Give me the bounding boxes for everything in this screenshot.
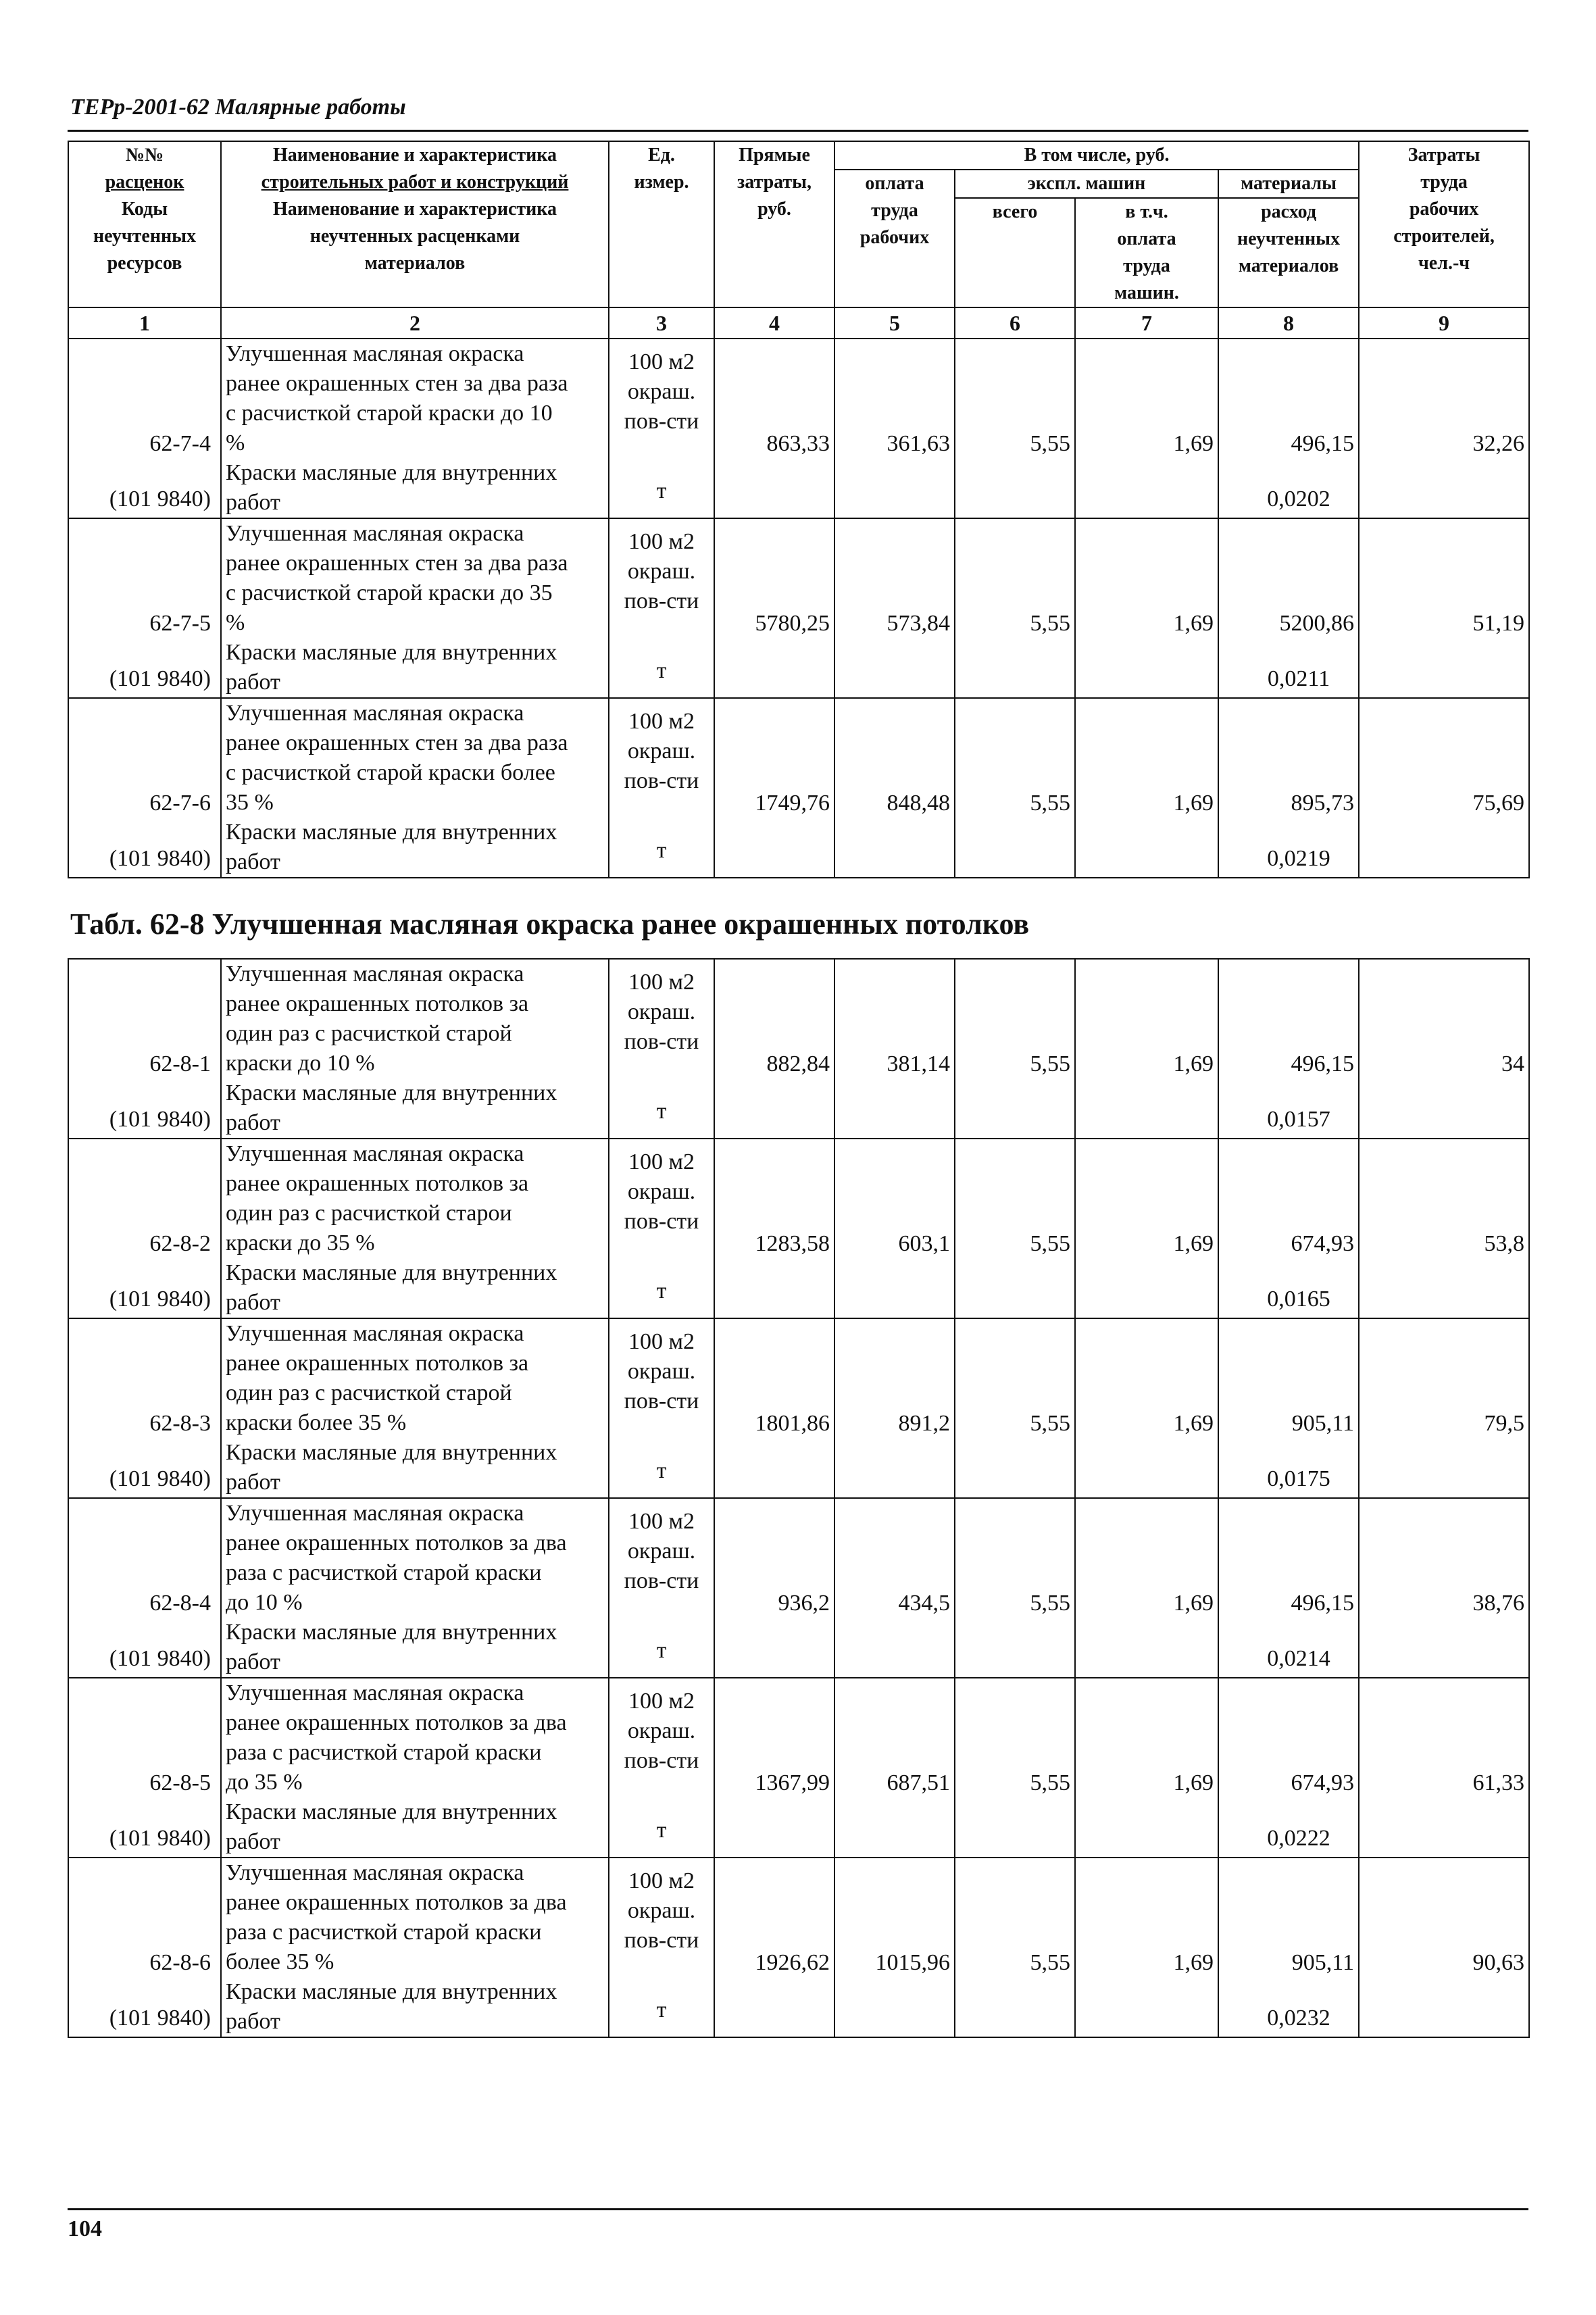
rate-code-cell: [68, 1318, 221, 1498]
rate-name-line: Улучшенная масляная окраска: [226, 1681, 524, 1706]
unit-line: пов-сти: [624, 589, 699, 614]
rate-name-line: Краски масляные для внутренних: [226, 820, 557, 845]
direct-cost: 936,2: [778, 1591, 830, 1616]
machines-pay-cell: [1075, 1678, 1218, 1858]
rate-name-line: краски более 35 %: [226, 1410, 407, 1435]
machines-total: 5,55: [1030, 431, 1070, 456]
worker-pay-cell: [834, 1858, 955, 2037]
materials-cost: 5200,86: [1279, 611, 1355, 636]
rate-name-line: ранее окрашенных стен за два раза: [226, 551, 568, 576]
unit-secondary: т: [656, 478, 667, 503]
machines-pay: 1,69: [1173, 1051, 1214, 1076]
machines-total: 5,55: [1030, 611, 1070, 636]
material-consumption: 0,0219: [1267, 846, 1330, 871]
rate-name-cell: [221, 1678, 609, 1858]
rate-name-line: Улучшенная масляная окраска: [226, 701, 524, 726]
machines-total-cell: [955, 1318, 1075, 1498]
rate-name-line: работ: [226, 2009, 280, 2034]
rate-name-line: Краски масляные для внутренних: [226, 1799, 557, 1824]
machines-pay-cell: [1075, 1858, 1218, 2037]
unit-secondary: т: [656, 1278, 667, 1303]
walls-rows: [68, 339, 1529, 878]
rate-code-cell: [68, 518, 221, 698]
rate-name-cell: [221, 1318, 609, 1498]
materials-cell: [1218, 959, 1359, 1139]
unit-secondary: т: [656, 1458, 667, 1483]
machines-total-cell: [955, 1139, 1075, 1318]
rate-code-cell: [68, 1139, 221, 1318]
table-row: [68, 1678, 1529, 1858]
rate-name-line: Краски масляные для внутренних: [226, 1080, 557, 1105]
footer-divider: [68, 2208, 1528, 2210]
materials-cost: 496,15: [1291, 1591, 1354, 1616]
header-divider: [68, 130, 1528, 132]
resource-code: (101 9840): [109, 2006, 211, 2031]
rates-table-walls: [68, 141, 1530, 878]
header-worker-pay-cell: оплата труда рабочих: [834, 170, 955, 307]
worker-pay: 434,5: [898, 1591, 950, 1616]
rate-name-line: с расчисткой старой краски до 10: [226, 401, 553, 426]
rate-name-line: Улучшенная масляная окраска: [226, 521, 524, 546]
worker-pay-cell: [834, 959, 955, 1139]
worker-pay-cell: [834, 339, 955, 518]
column-number: 1: [68, 307, 221, 339]
direct-cost-cell: [714, 959, 834, 1139]
worker-pay-cell: [834, 1139, 955, 1318]
direct-cost: 1801,86: [755, 1411, 830, 1436]
column-number: 2: [221, 307, 609, 339]
direct-cost-cell: [714, 1139, 834, 1318]
rate-name-line: работ: [226, 490, 280, 515]
machines-total-cell: [955, 1498, 1075, 1678]
materials-cost: 496,15: [1291, 1051, 1354, 1076]
resource-code: (101 9840): [109, 666, 211, 691]
unit-line: окраш.: [627, 379, 696, 404]
worker-pay-cell: [834, 1318, 955, 1498]
rate-name-cell: [221, 1858, 609, 2037]
column-number: 8: [1218, 307, 1359, 339]
direct-cost: 1749,76: [755, 791, 830, 816]
worker-pay: 1015,96: [875, 1950, 950, 1975]
unit-line: 100 м2: [628, 1689, 695, 1714]
document-header-title: ТЕРр-2001-62 Малярные работы: [70, 95, 406, 120]
rate-name-cell: [221, 1498, 609, 1678]
unit-line: 100 м2: [628, 1868, 695, 1893]
machines-pay-cell: [1075, 1498, 1218, 1678]
rate-name-line: раза с расчисткой старой краски: [226, 1920, 542, 1945]
header-consumption-cell: расход неучтенных материалов: [1218, 198, 1359, 307]
rate-name-line: Улучшенная масляная окраска: [226, 1141, 524, 1166]
table-row: [68, 1139, 1529, 1318]
worker-pay-cell: [834, 1678, 955, 1858]
materials-cell: [1218, 1139, 1359, 1318]
material-consumption: 0,0175: [1267, 1466, 1330, 1491]
unit-line: пов-сти: [624, 409, 699, 434]
rates-table-ceilings: [68, 958, 1530, 2038]
direct-cost-cell: [714, 1498, 834, 1678]
unit-line: пов-сти: [624, 1928, 699, 1953]
column-number: 6: [955, 307, 1075, 339]
column-numbers-row: [68, 307, 1529, 339]
header-code-cell: №№ расценок Коды неучтенных ресурсов: [68, 141, 221, 307]
materials-cell: [1218, 1498, 1359, 1678]
rate-code: 62-7-5: [149, 611, 211, 636]
rate-name-line: ранее окрашенных стен за два раза: [226, 371, 568, 396]
rate-name-line: один раз с расчисткой старой: [226, 1021, 512, 1046]
rate-name-line: с расчисткой старой краски более: [226, 760, 555, 785]
worker-pay-cell: [834, 518, 955, 698]
unit-line: пов-сти: [624, 1029, 699, 1054]
labor-cost: 53,8: [1484, 1231, 1524, 1256]
unit-secondary: т: [656, 1638, 667, 1663]
direct-cost: 863,33: [766, 431, 830, 456]
unit-line: пов-сти: [624, 768, 699, 793]
machines-pay-cell: [1075, 518, 1218, 698]
rate-code-cell: [68, 339, 221, 518]
machines-pay: 1,69: [1173, 1950, 1214, 1975]
worker-pay: 381,14: [887, 1051, 950, 1076]
materials-cost: 895,73: [1291, 791, 1355, 816]
rate-name-line: ранее окрашенных потолков за: [226, 1351, 529, 1376]
materials-cell: [1218, 698, 1359, 878]
machines-total-cell: [955, 698, 1075, 878]
labor-cell: [1359, 518, 1529, 698]
table-row: [68, 698, 1529, 878]
machines-pay: 1,69: [1173, 1231, 1214, 1256]
labor-cost: 32,26: [1472, 431, 1525, 456]
labor-cost: 51,19: [1472, 611, 1525, 636]
labor-cell: [1359, 1498, 1529, 1678]
worker-pay-cell: [834, 698, 955, 878]
resource-code: (101 9840): [109, 1646, 211, 1671]
machines-total: 5,55: [1030, 1591, 1070, 1616]
rate-code-cell: [68, 1858, 221, 2037]
unit-secondary: т: [656, 1099, 667, 1124]
header-unit-cell: Ед. измер.: [609, 141, 714, 307]
machines-total: 5,55: [1030, 1231, 1070, 1256]
rate-name-line: раза с расчисткой старой краски: [226, 1740, 542, 1765]
rate-name-line: %: [226, 430, 245, 455]
unit-secondary: т: [656, 838, 667, 863]
resource-code: (101 9840): [109, 1287, 211, 1312]
material-consumption: 0,0157: [1267, 1107, 1330, 1132]
unit-line: 100 м2: [628, 529, 695, 554]
column-number: 9: [1359, 307, 1529, 339]
materials-cell: [1218, 1678, 1359, 1858]
labor-cost: 75,69: [1472, 791, 1525, 816]
table-row: [68, 1498, 1529, 1678]
rate-name-line: Улучшенная масляная окраска: [226, 962, 524, 987]
direct-cost: 5780,25: [755, 611, 830, 636]
materials-cell: [1218, 339, 1359, 518]
machines-total: 5,55: [1030, 1411, 1070, 1436]
material-consumption: 0,0222: [1267, 1826, 1330, 1851]
rate-name-line: краски до 35 %: [226, 1230, 375, 1255]
rate-name-cell: [221, 339, 609, 518]
resource-code: (101 9840): [109, 1466, 211, 1491]
machines-pay: 1,69: [1173, 791, 1214, 816]
unit-line: 100 м2: [628, 1149, 695, 1174]
machines-total: 5,55: [1030, 1950, 1070, 1975]
column-number: 3: [609, 307, 714, 339]
labor-cell: [1359, 959, 1529, 1139]
header-labor-cell: Затраты труда рабочих строителей, чел.-ч: [1359, 141, 1529, 307]
rate-name-line: до 10 %: [226, 1590, 303, 1615]
machines-pay-cell: [1075, 698, 1218, 878]
section-title: Табл. 62-8 Улучшенная масляная окраска ранее окрашенных потолков: [70, 907, 1030, 941]
unit-line: 100 м2: [628, 709, 695, 734]
direct-cost-cell: [714, 518, 834, 698]
rate-name-line: Краски масляные для внутренних: [226, 1979, 557, 2004]
materials-cell: [1218, 518, 1359, 698]
table-row: [68, 339, 1529, 518]
rate-code: 62-8-6: [149, 1950, 211, 1975]
resource-code: (101 9840): [109, 846, 211, 871]
rate-name-cell: [221, 959, 609, 1139]
header-name-cell: Наименование и характеристика строительных работ и конструкций Наименование и характеристика неучтенных расценками материалов: [221, 141, 609, 307]
machines-total: 5,55: [1030, 791, 1070, 816]
unit-line: 100 м2: [628, 970, 695, 995]
rate-name-line: один раз с расчисткой старой: [226, 1380, 512, 1405]
rate-code-cell: [68, 698, 221, 878]
rate-code-cell: [68, 1498, 221, 1678]
worker-pay: 891,2: [898, 1411, 950, 1436]
resource-code: (101 9840): [109, 1826, 211, 1851]
rate-code: 62-8-2: [149, 1231, 211, 1256]
rate-name-line: Краски масляные для внутренних: [226, 640, 557, 665]
materials-cost: 496,15: [1291, 431, 1355, 456]
rate-name-line: работ: [226, 670, 280, 695]
material-consumption: 0,0165: [1267, 1287, 1330, 1312]
materials-cell: [1218, 1318, 1359, 1498]
direct-cost-cell: [714, 1318, 834, 1498]
header-machines-total-cell: всего: [955, 198, 1075, 307]
unit-secondary: т: [656, 1818, 667, 1843]
rate-name-line: ранее окрашенных стен за два раза: [226, 730, 568, 755]
worker-pay: 573,84: [887, 611, 950, 636]
machines-total: 5,55: [1030, 1770, 1070, 1795]
machines-pay-cell: [1075, 339, 1218, 518]
rate-name-line: Улучшенная масляная окраска: [226, 1321, 524, 1346]
worker-pay-cell: [834, 1498, 955, 1678]
direct-cost-cell: [714, 339, 834, 518]
unit-line: пов-сти: [624, 1748, 699, 1773]
rate-name-line: раза с расчисткой старой краски: [226, 1560, 542, 1585]
header-machines-pay-cell: в т.ч. оплата труда машин.: [1075, 198, 1218, 307]
material-consumption: 0,0202: [1267, 487, 1330, 512]
header-machines-cell: экспл. машин: [955, 170, 1218, 198]
header-direct-cost-cell: Прямые затраты, руб.: [714, 141, 834, 307]
rate-name-cell: [221, 698, 609, 878]
labor-cell: [1359, 1318, 1529, 1498]
machines-total-cell: [955, 1858, 1075, 2037]
direct-cost-cell: [714, 1858, 834, 2037]
labor-cell: [1359, 698, 1529, 878]
rate-code: 62-8-3: [149, 1411, 211, 1436]
direct-cost: 882,84: [766, 1051, 830, 1076]
unit-cell: [609, 518, 714, 698]
unit-cell: [609, 1858, 714, 2037]
unit-line: пов-сти: [624, 1568, 699, 1593]
machines-pay: 1,69: [1173, 431, 1214, 456]
rate-code: 62-7-4: [149, 431, 211, 456]
rate-name-line: Улучшенная масляная окраска: [226, 341, 524, 366]
labor-cost: 90,63: [1472, 1950, 1524, 1975]
column-number: 4: [714, 307, 834, 339]
machines-pay-cell: [1075, 1139, 1218, 1318]
direct-cost: 1283,58: [755, 1231, 830, 1256]
unit-line: 100 м2: [628, 1329, 695, 1354]
rate-name-line: более 35 %: [226, 1949, 334, 1974]
rate-name-line: Краски масляные для внутренних: [226, 1440, 557, 1465]
machines-pay-cell: [1075, 959, 1218, 1139]
labor-cost: 61,33: [1472, 1770, 1524, 1795]
rate-name-line: Краски масляные для внутренних: [226, 1260, 557, 1285]
unit-line: пов-сти: [624, 1209, 699, 1234]
machines-total-cell: [955, 518, 1075, 698]
rate-name-line: работ: [226, 1290, 280, 1315]
machines-pay: 1,69: [1173, 1770, 1214, 1795]
worker-pay: 603,1: [898, 1231, 950, 1256]
rate-name-line: ранее окрашенных потолков за: [226, 1171, 529, 1196]
rate-name-cell: [221, 518, 609, 698]
unit-secondary: т: [656, 658, 667, 683]
header-including-cell: В том числе, руб.: [834, 141, 1359, 170]
table-row: [68, 1858, 1529, 2037]
unit-line: окраш.: [627, 1718, 696, 1743]
resource-code: (101 9840): [109, 1107, 211, 1132]
unit-cell: [609, 1318, 714, 1498]
ceilings-rows: [68, 959, 1529, 2037]
rate-name-line: работ: [226, 849, 280, 874]
unit-line: окраш.: [627, 739, 696, 764]
material-consumption: 0,0232: [1267, 2006, 1330, 2031]
resource-code: (101 9840): [109, 487, 211, 512]
table-row: [68, 1318, 1529, 1498]
rate-name-line: Краски масляные для внутренних: [226, 460, 557, 485]
rate-name-line: Улучшенная масляная окраска: [226, 1860, 524, 1885]
rate-code: 62-7-6: [149, 791, 211, 816]
table-row: [68, 959, 1529, 1139]
page-number: 104: [68, 2216, 102, 2241]
labor-cell: [1359, 1858, 1529, 2037]
direct-cost-cell: [714, 698, 834, 878]
unit-cell: [609, 1139, 714, 1318]
rate-code: 62-8-5: [149, 1770, 211, 1795]
rate-name-line: ранее окрашенных потолков за два: [226, 1710, 567, 1735]
column-number: 5: [834, 307, 955, 339]
column-number: 7: [1075, 307, 1218, 339]
rate-name-line: 35 %: [226, 790, 274, 815]
table-row: [68, 518, 1529, 698]
materials-cost: 674,93: [1291, 1231, 1354, 1256]
worker-pay: 687,51: [887, 1770, 950, 1795]
direct-cost: 1367,99: [755, 1770, 830, 1795]
material-consumption: 0,0214: [1267, 1646, 1330, 1671]
rate-code: 62-8-1: [149, 1051, 211, 1076]
rate-name-line: один раз с расчисткой старои: [226, 1201, 512, 1226]
materials-cell: [1218, 1858, 1359, 2037]
unit-line: окраш.: [627, 559, 696, 584]
rate-code-cell: [68, 1678, 221, 1858]
materials-cost: 905,11: [1291, 1411, 1354, 1436]
direct-cost-cell: [714, 1678, 834, 1858]
rate-name-line: ранее окрашенных потолков за два: [226, 1530, 567, 1555]
rate-name-line: Улучшенная масляная окраска: [226, 1501, 524, 1526]
rate-name-line: работ: [226, 1649, 280, 1674]
rate-name-line: работ: [226, 1829, 280, 1854]
direct-cost: 1926,62: [755, 1950, 830, 1975]
table-header-row-1: [68, 141, 1529, 170]
unit-line: окраш.: [627, 1539, 696, 1564]
machines-total-cell: [955, 339, 1075, 518]
rate-name-line: ранее окрашенных потолков за: [226, 991, 529, 1016]
rate-name-line: работ: [226, 1110, 280, 1135]
worker-pay: 361,63: [887, 431, 950, 456]
machines-total: 5,55: [1030, 1051, 1070, 1076]
rate-name-cell: [221, 1139, 609, 1318]
labor-cost: 38,76: [1472, 1591, 1524, 1616]
labor-cell: [1359, 1139, 1529, 1318]
materials-cost: 905,11: [1291, 1950, 1354, 1975]
machines-pay: 1,69: [1173, 1411, 1214, 1436]
rate-name-line: %: [226, 610, 245, 635]
unit-line: окраш.: [627, 999, 696, 1024]
rate-code: 62-8-4: [149, 1591, 211, 1616]
unit-cell: [609, 339, 714, 518]
rate-name-line: до 35 %: [226, 1770, 303, 1795]
rate-name-line: краски до 10 %: [226, 1051, 375, 1076]
rate-name-line: ранее окрашенных потолков за два: [226, 1890, 567, 1915]
unit-cell: [609, 1678, 714, 1858]
unit-secondary: т: [656, 1997, 667, 2022]
machines-total-cell: [955, 1678, 1075, 1858]
machines-pay: 1,69: [1173, 611, 1214, 636]
header-materials-cell: материалы: [1218, 170, 1359, 198]
unit-line: окраш.: [627, 1898, 696, 1923]
materials-cost: 674,93: [1291, 1770, 1354, 1795]
labor-cost: 79,5: [1484, 1411, 1524, 1436]
unit-line: пов-сти: [624, 1389, 699, 1414]
labor-cost: 34: [1501, 1051, 1524, 1076]
unit-cell: [609, 1498, 714, 1678]
machines-total-cell: [955, 959, 1075, 1139]
unit-line: окраш.: [627, 1359, 696, 1384]
unit-cell: [609, 698, 714, 878]
labor-cell: [1359, 1678, 1529, 1858]
machines-pay-cell: [1075, 1318, 1218, 1498]
unit-line: окраш.: [627, 1179, 696, 1204]
rate-name-line: работ: [226, 1470, 280, 1495]
material-consumption: 0,0211: [1267, 666, 1330, 691]
rate-name-line: Краски масляные для внутренних: [226, 1620, 557, 1645]
unit-line: 100 м2: [628, 1509, 695, 1534]
worker-pay: 848,48: [887, 791, 950, 816]
rate-code-cell: [68, 959, 221, 1139]
unit-cell: [609, 959, 714, 1139]
labor-cell: [1359, 339, 1529, 518]
unit-line: 100 м2: [628, 349, 695, 374]
rate-name-line: с расчисткой старой краски до 35: [226, 580, 553, 605]
machines-pay: 1,69: [1173, 1591, 1214, 1616]
